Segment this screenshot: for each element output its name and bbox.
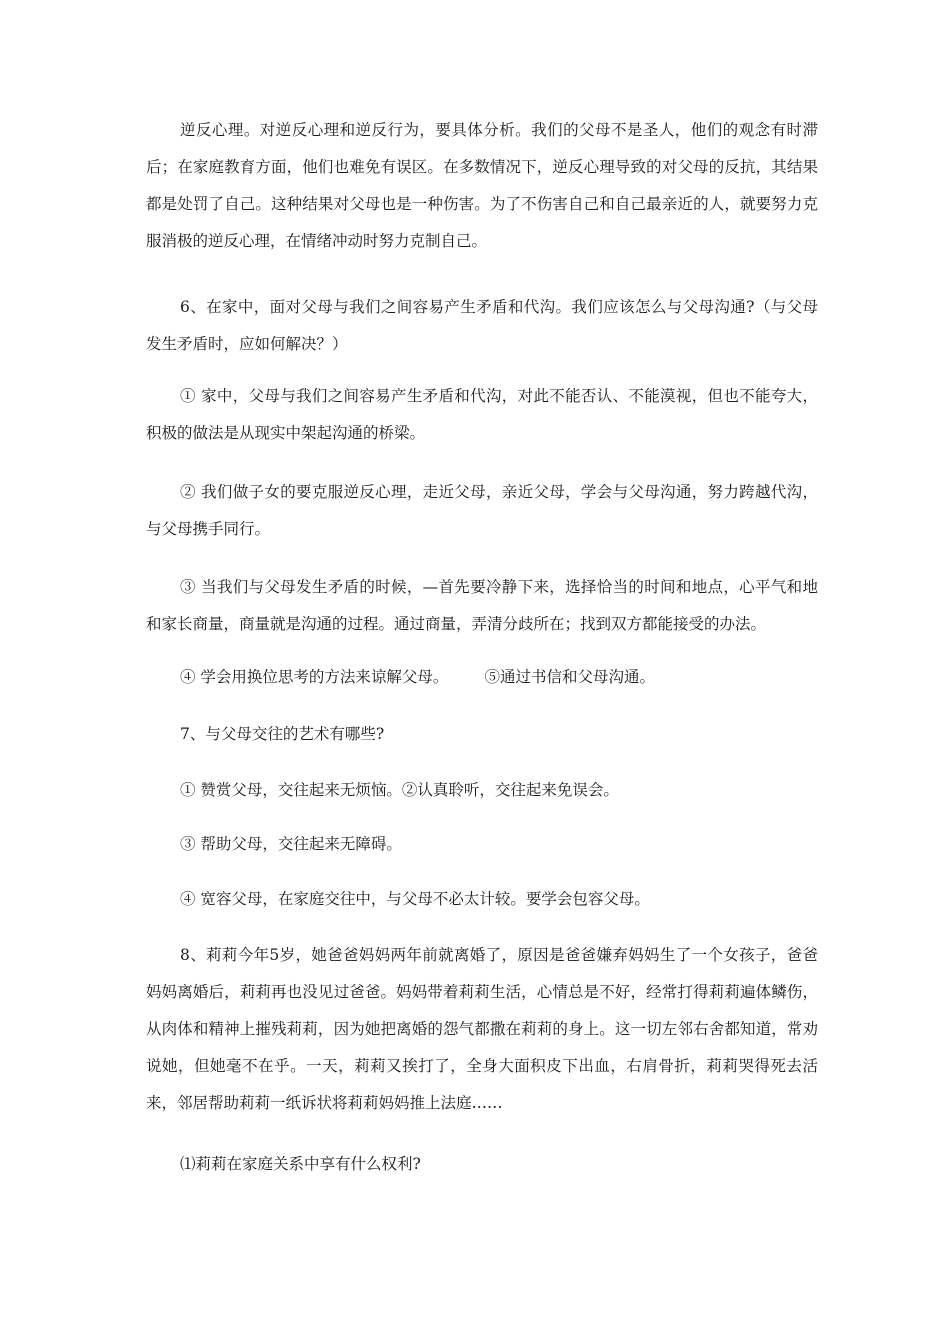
answer-7-items-1-2: ① 赞赏父母，交往起来无烦恼。②认真聆听，交往起来免误会。 [180, 781, 619, 799]
answer-7-item-3: ③ 帮助父母，交往起来无障碍。 [180, 835, 402, 853]
answer-6-item-3: ③ 当我们与父母发生矛盾的时候，—首先要冷静下来，选择恰当的时间和地点，心平气和地和家长商量，商量就是沟通的过程。通过商量，弄清分歧所在；找到双方都能接受的办法。 [146, 578, 818, 633]
question-8-case: 8、莉莉今年5岁，她爸爸妈妈两年前就离婚了，原因是爸爸嫌弃妈妈生了一个女孩子，爸爸妈妈离婚后，莉莉再也没见过爸爸。妈妈带着莉莉生活，心情总是不好，经常打得莉莉遍体鳞伤，从肉体和精神上摧残莉莉，因为她把离婚的怨气都撒在莉莉的身上。这一切左邻右舍都知道，常劝说她，但她毫不在乎。一天，莉莉又挨打了，全身大面积皮下出血，右肩骨折，莉莉哭得死去活来，邻居帮助莉莉一纸诉状将莉莉妈妈推上法庭…… [146, 946, 818, 1112]
answer-6-item-4: ④ 学会用换位思考的方法来谅解父母。 [180, 668, 449, 686]
question-6: 6、在家中，面对父母与我们之间容易产生矛盾和代沟。我们应该怎么与父母沟通?（与父母发生矛盾时，应如何解决？） [146, 298, 818, 353]
answer-7-item-4: ④ 宽容父母，在家庭交往中，与父母不必太计较。要学会包容父母。 [180, 890, 650, 908]
question-8-sub-1: ⑴莉莉在家庭关系中享有什么权利? [180, 1155, 421, 1173]
paragraph-rebellious-psychology: 逆反心理。对逆反心理和逆反行为，要具体分析。我们的父母不是圣人，他们的观念有时滞后；在家庭教育方面，他们也难免有误区。在多数情况下，逆反心理导致的对父母的反抗，其结果都是处罚了自己。这种结果对父母也是一种伤害。为了不伤害自己和自己最亲近的人，就要努力克服消极的逆反心理，在情绪冲动时努力克制自己。 [146, 121, 818, 250]
answer-6-item-1: ① 家中，父母与我们之间容易产生矛盾和代沟，对此不能否认、不能漠视，但也不能夸大，积极的做法是从现实中架起沟通的桥梁。 [146, 387, 818, 442]
answer-6-item-2: ② 我们做子女的要克服逆反心理，走近父母，亲近父母，学会与父母沟通，努力跨越代沟，与父母携手同行。 [146, 483, 818, 538]
answer-6-item-5: ⑤通过书信和父母沟通。 [484, 668, 655, 686]
answer-6-items-4-5 [146, 659, 818, 696]
question-7: 7、与父母交往的艺术有哪些? [180, 725, 385, 743]
